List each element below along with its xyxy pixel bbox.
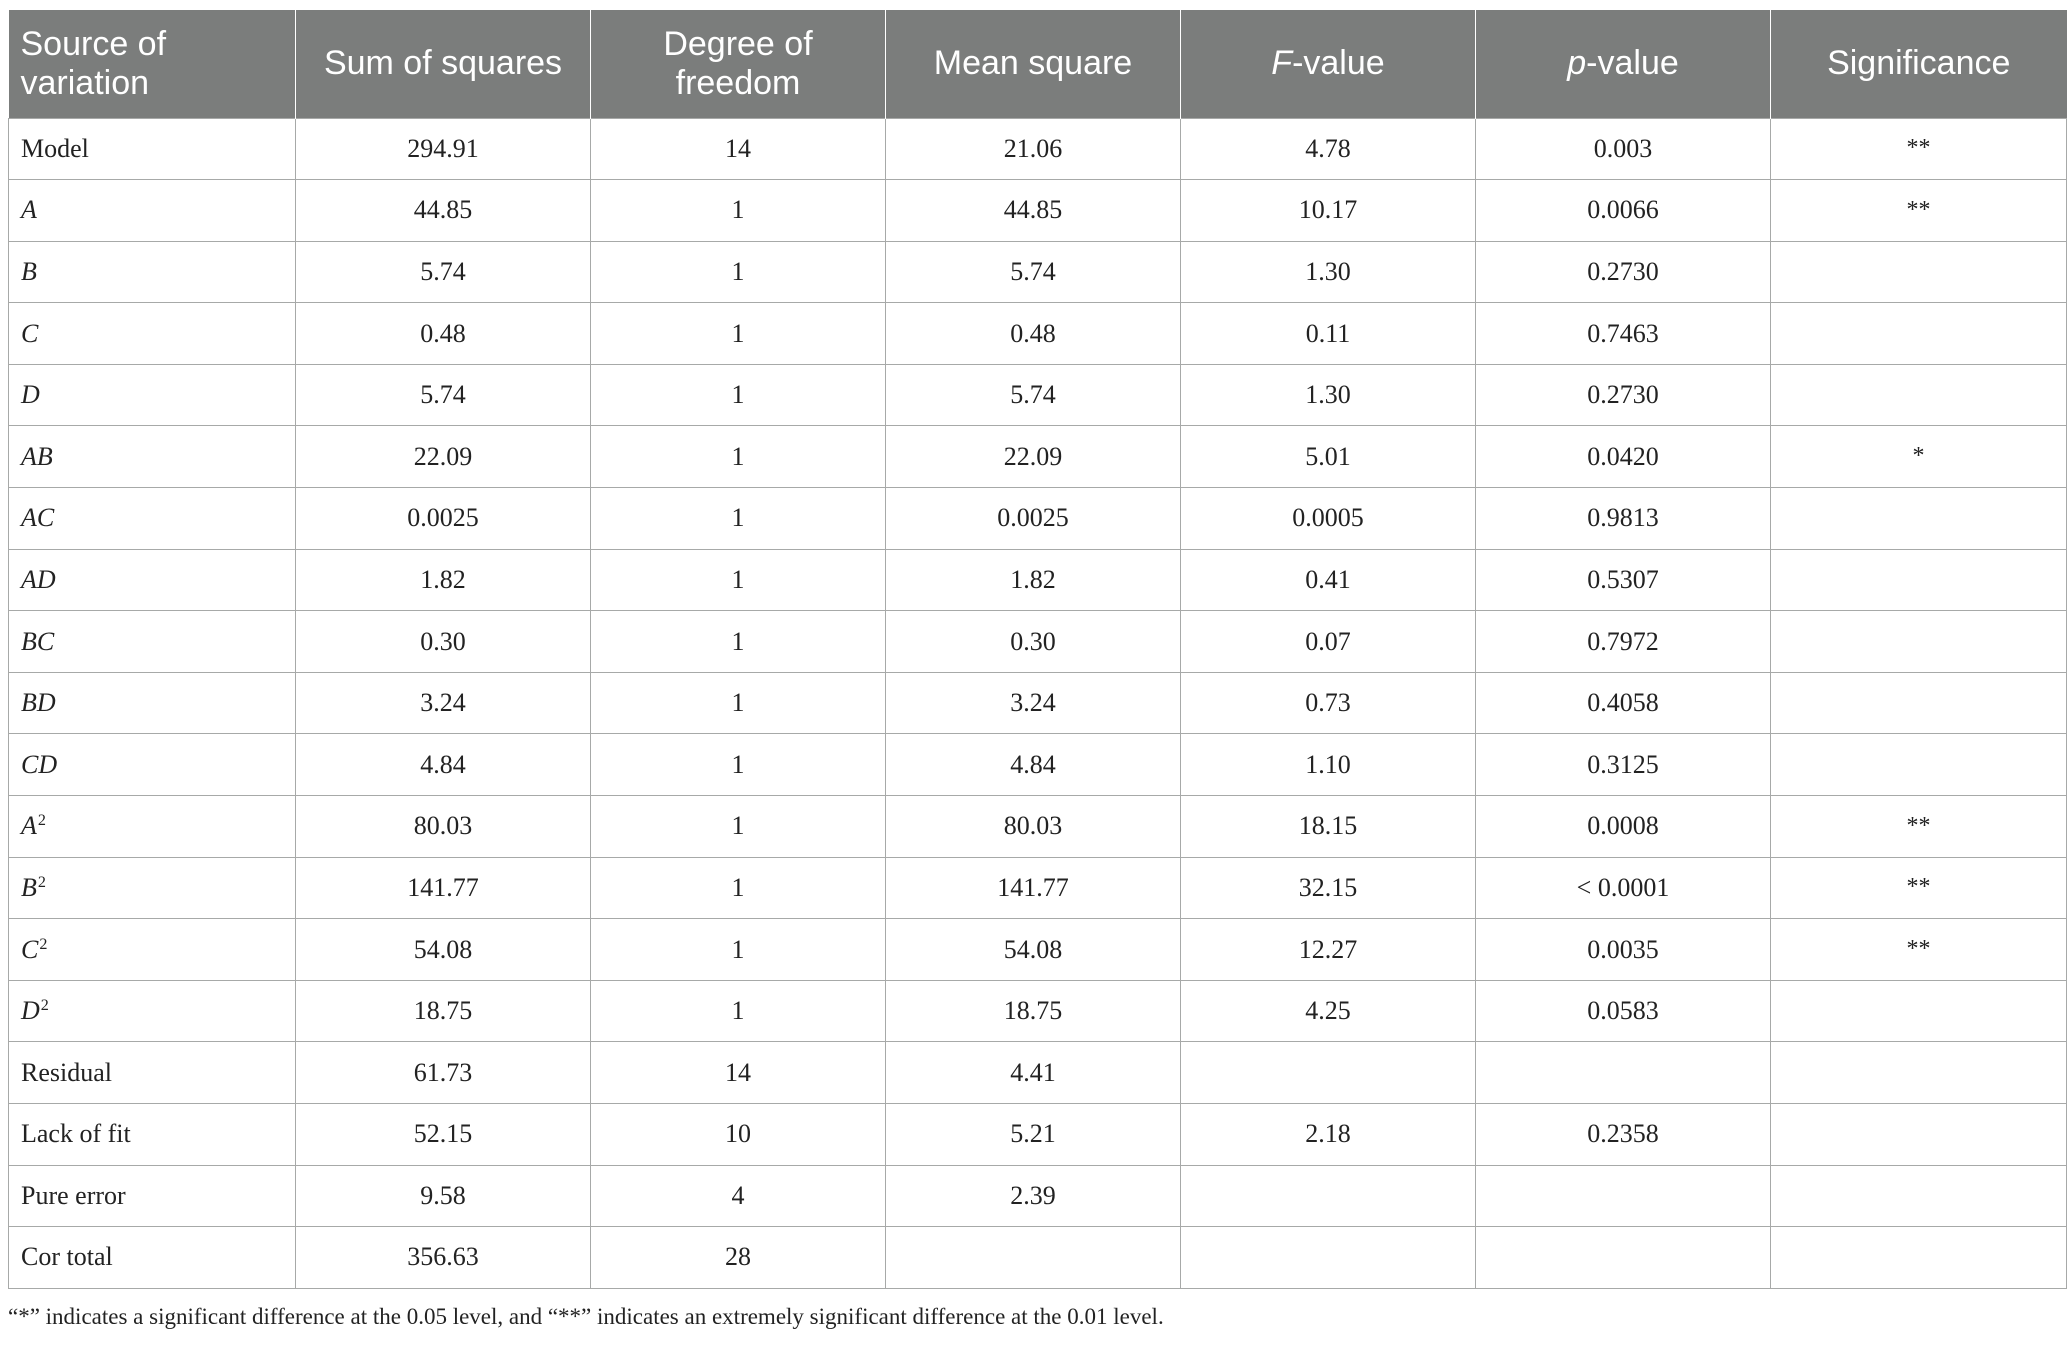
cell-significance: ** (1771, 180, 2067, 242)
table-row (9, 1165, 2067, 1227)
cell-p-value: 0.3125 (1476, 734, 1771, 796)
cell-source: C (9, 303, 296, 365)
cell-degree-of-freedom: 1 (591, 241, 886, 303)
cell-degree-of-freedom: 1 (591, 919, 886, 981)
cell-mean-square: 4.84 (886, 734, 1181, 796)
cell-p-value: 0.0066 (1476, 180, 1771, 242)
cell-significance (1771, 488, 2067, 550)
cell-sum-of-squares: 356.63 (296, 1227, 591, 1289)
cell-degree-of-freedom: 1 (591, 303, 886, 365)
cell-mean-square: 141.77 (886, 857, 1181, 919)
cell-mean-square: 5.74 (886, 241, 1181, 303)
cell-f-value: 32.15 (1181, 857, 1476, 919)
cell-mean-square: 44.85 (886, 180, 1181, 242)
cell-degree-of-freedom: 1 (591, 180, 886, 242)
cell-p-value: 0.0420 (1476, 426, 1771, 488)
table-row (9, 919, 2067, 981)
cell-mean-square: 2.39 (886, 1165, 1181, 1227)
table-row (9, 426, 2067, 488)
cell-significance: ** (1771, 919, 2067, 981)
table-row (9, 364, 2067, 426)
cell-mean-square: 5.74 (886, 364, 1181, 426)
cell-sum-of-squares: 294.91 (296, 118, 591, 180)
cell-source: Lack of fit (9, 1104, 296, 1166)
cell-sum-of-squares: 1.82 (296, 549, 591, 611)
table-row (9, 180, 2067, 242)
cell-sum-of-squares: 18.75 (296, 980, 591, 1042)
cell-p-value: 0.7972 (1476, 611, 1771, 673)
cell-sum-of-squares: 54.08 (296, 919, 591, 981)
header-significance: Significance (1771, 10, 2067, 118)
cell-degree-of-freedom: 1 (591, 796, 886, 858)
cell-sum-of-squares: 5.74 (296, 364, 591, 426)
cell-source: CD (9, 734, 296, 796)
cell-sum-of-squares: 4.84 (296, 734, 591, 796)
table-row (9, 1227, 2067, 1289)
table-header-row (9, 10, 2067, 118)
cell-degree-of-freedom: 14 (591, 118, 886, 180)
cell-source: BD (9, 672, 296, 734)
cell-p-value: 0.9813 (1476, 488, 1771, 550)
table-row (9, 1042, 2067, 1104)
cell-sum-of-squares: 0.48 (296, 303, 591, 365)
cell-f-value: 5.01 (1181, 426, 1476, 488)
cell-degree-of-freedom: 1 (591, 364, 886, 426)
cell-f-value: 10.17 (1181, 180, 1476, 242)
cell-degree-of-freedom: 1 (591, 611, 886, 673)
cell-p-value: 0.0008 (1476, 796, 1771, 858)
cell-source: AD (9, 549, 296, 611)
cell-f-value: 4.25 (1181, 980, 1476, 1042)
table-row (9, 241, 2067, 303)
cell-f-value: 1.10 (1181, 734, 1476, 796)
cell-significance (1771, 241, 2067, 303)
cell-p-value (1476, 1227, 1771, 1289)
table-row (9, 672, 2067, 734)
cell-sum-of-squares: 0.0025 (296, 488, 591, 550)
cell-significance (1771, 1227, 2067, 1289)
cell-sum-of-squares: 9.58 (296, 1165, 591, 1227)
cell-degree-of-freedom: 1 (591, 980, 886, 1042)
header-degree-of-freedom: Degree of freedom (591, 10, 886, 118)
cell-p-value: 0.2730 (1476, 241, 1771, 303)
cell-mean-square: 4.41 (886, 1042, 1181, 1104)
cell-f-value: 12.27 (1181, 919, 1476, 981)
cell-significance (1771, 303, 2067, 365)
cell-sum-of-squares: 52.15 (296, 1104, 591, 1166)
cell-degree-of-freedom: 4 (591, 1165, 886, 1227)
cell-f-value: 0.41 (1181, 549, 1476, 611)
cell-source: AB (9, 426, 296, 488)
table-row (9, 857, 2067, 919)
table-row (9, 980, 2067, 1042)
cell-sum-of-squares: 44.85 (296, 180, 591, 242)
cell-source: $C^2$ (9, 919, 296, 981)
cell-significance (1771, 1042, 2067, 1104)
cell-p-value: 0.003 (1476, 118, 1771, 180)
header-f-value: F-value (1181, 10, 1476, 118)
cell-source: D (9, 364, 296, 426)
cell-sum-of-squares: 141.77 (296, 857, 591, 919)
cell-mean-square: 80.03 (886, 796, 1181, 858)
cell-degree-of-freedom: 10 (591, 1104, 886, 1166)
table-row (9, 611, 2067, 673)
header-mean-square: Mean square (886, 10, 1181, 118)
cell-f-value: 0.07 (1181, 611, 1476, 673)
cell-degree-of-freedom: 1 (591, 426, 886, 488)
table-row (9, 734, 2067, 796)
cell-p-value (1476, 1165, 1771, 1227)
cell-sum-of-squares: 61.73 (296, 1042, 591, 1104)
table-row (9, 549, 2067, 611)
cell-source: $B^2$ (9, 857, 296, 919)
table-row (9, 796, 2067, 858)
cell-f-value: 0.0005 (1181, 488, 1476, 550)
cell-f-value: 0.73 (1181, 672, 1476, 734)
cell-sum-of-squares: 5.74 (296, 241, 591, 303)
cell-significance (1771, 980, 2067, 1042)
cell-degree-of-freedom: 1 (591, 488, 886, 550)
cell-p-value: 0.7463 (1476, 303, 1771, 365)
cell-mean-square: 18.75 (886, 980, 1181, 1042)
cell-source: Pure error (9, 1165, 296, 1227)
cell-source: BC (9, 611, 296, 673)
cell-significance: ** (1771, 857, 2067, 919)
cell-significance (1771, 672, 2067, 734)
cell-f-value: 2.18 (1181, 1104, 1476, 1166)
cell-significance (1771, 1165, 2067, 1227)
anova-table (8, 10, 2067, 1289)
cell-significance (1771, 364, 2067, 426)
cell-mean-square: 3.24 (886, 672, 1181, 734)
cell-mean-square: 22.09 (886, 426, 1181, 488)
table-row (9, 488, 2067, 550)
cell-p-value: 0.0035 (1476, 919, 1771, 981)
header-p-value: p-value (1476, 10, 1771, 118)
cell-p-value: < 0.0001 (1476, 857, 1771, 919)
table-footnote: “*” indicates a significant difference at the 0.05 level, and “**” indicates an extremely significant difference at the 0.01 level. (8, 1304, 1164, 1329)
cell-f-value: 1.30 (1181, 364, 1476, 426)
table-row (9, 303, 2067, 365)
cell-mean-square: 54.08 (886, 919, 1181, 981)
cell-degree-of-freedom: 28 (591, 1227, 886, 1289)
cell-significance: ** (1771, 796, 2067, 858)
table-row (9, 1104, 2067, 1166)
cell-source: Residual (9, 1042, 296, 1104)
cell-mean-square: 5.21 (886, 1104, 1181, 1166)
cell-significance (1771, 1104, 2067, 1166)
cell-f-value: 4.78 (1181, 118, 1476, 180)
cell-sum-of-squares: 3.24 (296, 672, 591, 734)
cell-sum-of-squares: 0.30 (296, 611, 591, 673)
cell-mean-square: 0.48 (886, 303, 1181, 365)
cell-f-value: 18.15 (1181, 796, 1476, 858)
cell-degree-of-freedom: 1 (591, 672, 886, 734)
cell-source: Model (9, 118, 296, 180)
cell-sum-of-squares: 80.03 (296, 796, 591, 858)
cell-significance: ** (1771, 118, 2067, 180)
cell-degree-of-freedom: 14 (591, 1042, 886, 1104)
cell-mean-square: 0.30 (886, 611, 1181, 673)
cell-f-value: 0.11 (1181, 303, 1476, 365)
cell-p-value (1476, 1042, 1771, 1104)
cell-significance (1771, 734, 2067, 796)
header-source: Source of variation (9, 10, 296, 118)
cell-p-value: 0.2358 (1476, 1104, 1771, 1166)
cell-p-value: 0.5307 (1476, 549, 1771, 611)
table-row (9, 118, 2067, 180)
cell-mean-square: 21.06 (886, 118, 1181, 180)
cell-p-value: 0.0583 (1476, 980, 1771, 1042)
cell-mean-square: 1.82 (886, 549, 1181, 611)
cell-significance (1771, 611, 2067, 673)
cell-p-value: 0.4058 (1476, 672, 1771, 734)
cell-mean-square (886, 1227, 1181, 1289)
cell-f-value (1181, 1227, 1476, 1289)
cell-significance (1771, 549, 2067, 611)
cell-degree-of-freedom: 1 (591, 734, 886, 796)
cell-source: Cor total (9, 1227, 296, 1289)
table-body (9, 118, 2067, 1288)
header-sum-of-squares: Sum of squares (296, 10, 591, 118)
cell-source: A (9, 180, 296, 242)
cell-degree-of-freedom: 1 (591, 857, 886, 919)
cell-f-value: 1.30 (1181, 241, 1476, 303)
cell-mean-square: 0.0025 (886, 488, 1181, 550)
cell-f-value (1181, 1042, 1476, 1104)
cell-sum-of-squares: 22.09 (296, 426, 591, 488)
anova-table-container (8, 10, 2066, 1289)
cell-source: AC (9, 488, 296, 550)
cell-p-value: 0.2730 (1476, 364, 1771, 426)
cell-degree-of-freedom: 1 (591, 549, 886, 611)
cell-source: B (9, 241, 296, 303)
cell-source: $D^2$ (9, 980, 296, 1042)
cell-source: $A^2$ (9, 796, 296, 858)
cell-significance: * (1771, 426, 2067, 488)
cell-f-value (1181, 1165, 1476, 1227)
